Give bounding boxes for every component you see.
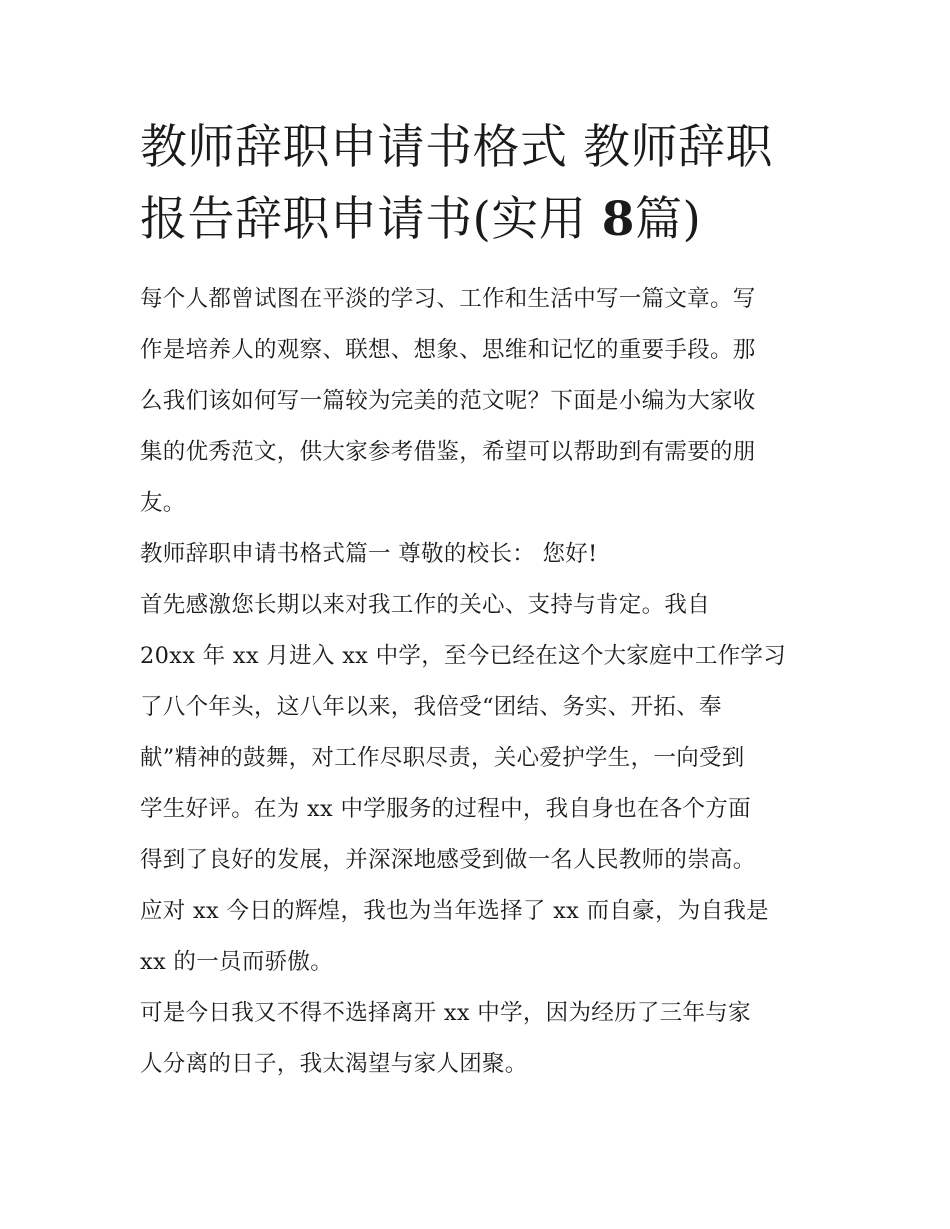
title-line-1: 教师辞职申请书格式 教师辞职 bbox=[140, 120, 773, 175]
document-title bbox=[140, 112, 820, 256]
paragraph-body-1: 首先感激您长期以来对我工作的关心、支持与肯定。我自 20xx 年 xx 月进入 xx 中学，至今已经在这个大家庭中工作学习 了八个年头，这八年以来，我倍受“团结、务实、开拓、奉 献”精神的鼓舞，对工作尽职尽责，关心爱护学生，一向受到 学生好评。在为 xx 中学服务的过程中，我自身也在各个方面 得到了良好的发展，并深深地感受到做一名人民教师的崇高。 应对 xx 今日的辉煌，我也为当年选择了 xx 而自豪，为自我是 xx 的一员而骄傲。 bbox=[140, 592, 787, 975]
paragraph-heading: 教师辞职申请书格式篇一 尊敬的校长： 您好! bbox=[140, 541, 598, 567]
title-line-2: 报告辞职申请书(实用 bbox=[140, 192, 587, 247]
paragraph-intro: 每个人都曾试图在平淡的学习、工作和生活中写一篇文章。写 作是培养人的观察、联想、想象、思维和记忆的重要手段。那 么我们该如何写一篇较为完美的范文呢？下面是小编为大家收 集的优秀范文，供大家参考借鉴，希望可以帮助到有需要的朋 友。 bbox=[140, 286, 756, 516]
paragraph-body-2: 可是今日我又不得不选择离开 xx 中学，因为经历了三年与家 人分离的日子，我太渴望与家人团聚。 bbox=[140, 1000, 751, 1077]
document-body bbox=[140, 274, 820, 1090]
document-page bbox=[140, 112, 820, 1090]
title-number: 8 bbox=[601, 192, 635, 247]
title-line-2-end: 篇) bbox=[635, 192, 702, 247]
